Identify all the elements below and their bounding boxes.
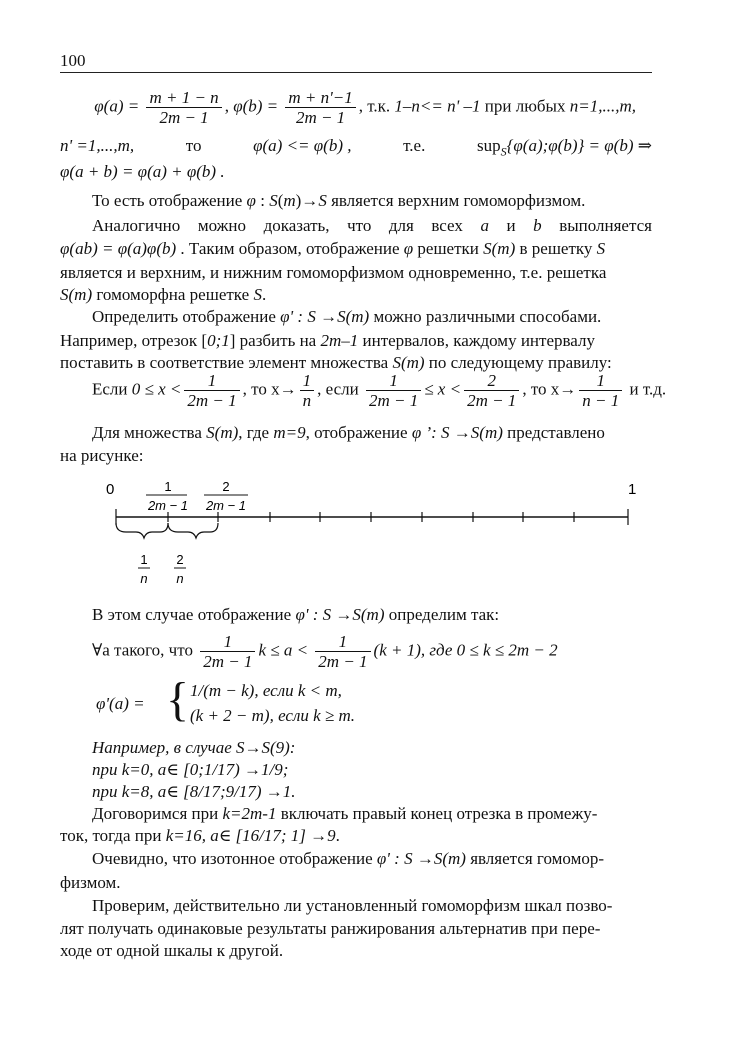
fraction-denominator: 2m − 1 <box>368 391 419 410</box>
text: можно различными способами. <box>369 307 602 326</box>
fraction-numerator: 1 <box>315 632 370 652</box>
paragraph-define-line-2 <box>60 330 652 352</box>
fraction-numerator: 1 <box>300 371 315 391</box>
sup-rest: {φ(a);φ(b)} = φ(b) ⇒ <box>506 136 652 155</box>
example-1: при k=0, a∈ [0;1/17) →1/9; <box>92 760 289 779</box>
phi-b-lhs: φ(b) = <box>233 96 279 116</box>
fraction-phi-b <box>285 88 355 127</box>
text: определим так: <box>384 605 500 624</box>
text: интервалов, каждому интервалу <box>358 331 595 350</box>
case-1: 1/(m − k), если k < m, <box>190 681 342 700</box>
paragraph-verify-line-1 <box>60 895 652 917</box>
fraction-denominator: n <box>140 571 148 586</box>
text: , если <box>317 379 359 399</box>
paragraph-analogously-line-2 <box>60 238 652 260</box>
text: ток, тогда при <box>60 826 166 845</box>
condition: (k + 1), где <box>373 640 453 660</box>
inequality: φ(a) <= φ(b) , <box>253 136 352 155</box>
range-n: n=1,...,m, <box>569 96 636 116</box>
fraction-numerator: 2 <box>222 479 230 494</box>
fraction-denominator: n <box>176 571 184 586</box>
text: Очевидно, что изотонное отображение <box>92 849 377 868</box>
condition: 1–n<= n' –1 <box>394 96 481 116</box>
text: Договоримся при <box>92 804 223 823</box>
text: Проверим, действительно ли установленный гомоморфизм шкал позво- <box>92 896 613 915</box>
fraction <box>300 371 315 410</box>
left-brace: { <box>166 673 190 726</box>
text: )→ <box>295 191 319 210</box>
cases-lhs: φ'(a) = <box>96 694 145 713</box>
fraction-denominator: 2m − 1 <box>187 391 237 410</box>
mapping: φ' : S →S(m) <box>376 849 466 868</box>
set-s: S <box>269 191 278 210</box>
text: . <box>261 285 267 304</box>
fraction <box>579 371 622 410</box>
fraction-numerator: 1 <box>184 371 239 391</box>
paragraph-analogously-line-4 <box>60 284 652 306</box>
k-value: k=2m-1 <box>222 804 277 823</box>
set-sm: S(m) <box>60 285 93 304</box>
paragraph-analogously-line-1 <box>92 215 652 237</box>
fraction-denominator: 2m − 1 <box>295 108 346 127</box>
fraction <box>464 371 519 410</box>
text: , отображение <box>305 423 412 442</box>
text: . <box>335 826 340 845</box>
text-to: то <box>185 136 202 155</box>
text: является гомомор- <box>465 849 604 868</box>
left-label: 0 <box>106 481 115 498</box>
text: ∀a такого, что <box>92 640 193 660</box>
paragraph-agree-line-2 <box>60 825 652 847</box>
word: Аналогично <box>92 216 181 235</box>
paragraph-for-set-line-2: на рисунке: <box>60 446 144 465</box>
text: То есть отображение <box>92 191 247 210</box>
sup-subscript: S <box>500 144 507 159</box>
fraction-denominator: 2m − 1 <box>318 652 368 671</box>
phi-symbol: φ <box>246 191 256 210</box>
fraction-numerator: 1 <box>164 479 172 494</box>
fraction-denominator: 2m − 1 <box>467 391 517 410</box>
text: является верхним гомоморфизмом. <box>326 191 586 210</box>
paragraph-analogously-line-3: является и верхним, и нижним гомоморфизмом одновременно, т.е. решетка <box>60 263 607 282</box>
fraction-denominator: 2m − 1 <box>159 108 209 127</box>
fraction <box>200 632 255 671</box>
formula-line-3: φ(a + b) = φ(a) + φ(b) . <box>60 162 225 181</box>
interval: 0;1 <box>207 331 230 350</box>
fraction-denominator: 2m − 1 <box>147 498 189 513</box>
formula-line-2 <box>60 135 652 162</box>
mapping: φ' : S →S(m) <box>280 307 370 326</box>
paragraph-verify-line-2: лят получать одинаковые результаты ранжирования альтернатив при пере- <box>60 919 601 938</box>
fraction-numerator: 1 <box>366 371 421 391</box>
condition: 0 ≤ x < <box>131 379 182 399</box>
set-s: S <box>318 191 327 210</box>
paragraph-obviously-line-2: физмом. <box>60 873 121 892</box>
forall-line <box>60 632 652 671</box>
condition: ≤ x < <box>424 379 462 399</box>
text-pri: при любых <box>484 96 566 116</box>
word: для <box>388 216 414 235</box>
var-a: a <box>480 216 489 235</box>
var-m: m <box>283 191 296 210</box>
text: поставить в соответствие элемент множества <box>60 353 393 372</box>
range-n-prime: n' =1,...,m, <box>60 136 135 155</box>
text: по следующему правилу: <box>424 353 612 372</box>
word: можно <box>197 216 247 235</box>
paragraph-for-set-line-1 <box>60 422 652 444</box>
word: что <box>347 216 372 235</box>
text: , где <box>238 423 274 442</box>
rule-line <box>60 371 667 410</box>
text-tk: , т.к. <box>358 96 391 116</box>
paragraph-define-line-1 <box>60 306 652 328</box>
brace-1 <box>116 523 168 538</box>
text: , то x→ <box>522 379 577 399</box>
text: ( <box>277 191 284 210</box>
set-s: S <box>253 285 262 304</box>
top-fraction-2 <box>204 479 248 513</box>
case-2: (k + 2 − m), если k ≥ m. <box>190 706 356 725</box>
fraction-denominator: n − 1 <box>582 391 620 410</box>
fraction-numerator: 1 <box>579 371 622 391</box>
page-number: 100 <box>60 51 86 70</box>
fraction-phi-a <box>146 88 221 127</box>
header-rule <box>60 72 652 73</box>
fraction-denominator: 2m − 1 <box>205 498 247 513</box>
text: , то x→ <box>242 379 297 399</box>
text: Например, отрезок [ <box>60 331 208 350</box>
number-line-figure <box>60 470 660 595</box>
fraction-numerator: 1 <box>140 552 148 567</box>
k-value: k=16, a∈ [16/17; 1] →9 <box>165 826 336 845</box>
text: В этом случае отображение <box>92 605 296 624</box>
text: ] разбить на <box>229 331 321 350</box>
condition: k ≤ a < <box>258 640 309 660</box>
interval-count: 2m–1 <box>320 331 359 350</box>
word: всех <box>431 216 463 235</box>
fraction-numerator: 1 <box>200 632 255 652</box>
text-te: т.е. <box>403 136 426 155</box>
phi-symbol: φ <box>403 239 414 258</box>
right-label: 1 <box>628 481 637 498</box>
mapping: φ ’: S →S(m) <box>411 423 503 442</box>
text: Определить отображение <box>92 307 281 326</box>
set-sm: S(m) <box>206 423 239 442</box>
fraction-numerator: m + 1 − n <box>146 88 221 108</box>
word: выполняется <box>559 216 652 235</box>
fraction-denominator: n <box>302 391 312 410</box>
set-sm: S(m) <box>483 239 516 258</box>
formula-phi-ab: φ(ab) = φ(a)φ(b) <box>60 239 177 258</box>
paragraph-obviously-line-1 <box>60 848 652 870</box>
k-range: 0 ≤ k ≤ 2m − 2 <box>456 640 558 660</box>
bottom-fraction-2 <box>174 552 186 586</box>
phi-a-lhs: φ(a) = <box>94 96 140 116</box>
top-fraction-1 <box>146 479 188 513</box>
text: включать правый конец отрезка в промежу- <box>276 804 598 823</box>
m-value: m=9 <box>273 423 306 442</box>
text: Для множества <box>92 423 207 442</box>
sup-expression <box>477 135 652 162</box>
formula-phi-a-phi-b <box>60 88 652 127</box>
cases-block <box>60 673 652 730</box>
sup-op: sup <box>476 136 501 155</box>
example-2: при k=8, a∈ [8/17;9/17) →1. <box>92 782 296 801</box>
set-sm: S(m) <box>392 353 425 372</box>
paragraph-verify-line-3: ходе от одной шкалы к другой. <box>60 941 284 960</box>
paragraph-upper-homomorphism <box>60 190 652 212</box>
paragraph-agree-line-1 <box>60 803 652 825</box>
var-b: b <box>533 216 542 235</box>
brace-2 <box>168 523 218 538</box>
set-s: S <box>596 239 606 258</box>
fraction <box>184 371 239 410</box>
text: представлено <box>502 423 605 442</box>
mapping: φ' : S →S(m) <box>295 605 385 624</box>
text: : <box>255 191 270 210</box>
word: и <box>506 216 516 235</box>
fraction-numerator: 2 <box>176 552 184 567</box>
paragraph-in-this-case <box>60 604 652 626</box>
text: гомоморфна решетке <box>92 285 254 304</box>
text: . Таким образом, отображение <box>176 239 404 258</box>
fraction-numerator: m + n'−1 <box>285 88 355 108</box>
fraction-denominator: 2m − 1 <box>203 652 253 671</box>
text: и т.д. <box>629 379 667 399</box>
fraction-numerator: 2 <box>464 371 519 391</box>
separator: , <box>224 96 229 116</box>
example-0: Например, в случае S→S(9): <box>92 738 296 757</box>
word: доказать, <box>263 216 330 235</box>
fraction <box>366 371 421 410</box>
fraction <box>315 632 370 671</box>
text: решетки <box>413 239 484 258</box>
text: Если <box>92 379 128 399</box>
bottom-fraction-1 <box>138 552 150 586</box>
text: в решетку <box>515 239 597 258</box>
